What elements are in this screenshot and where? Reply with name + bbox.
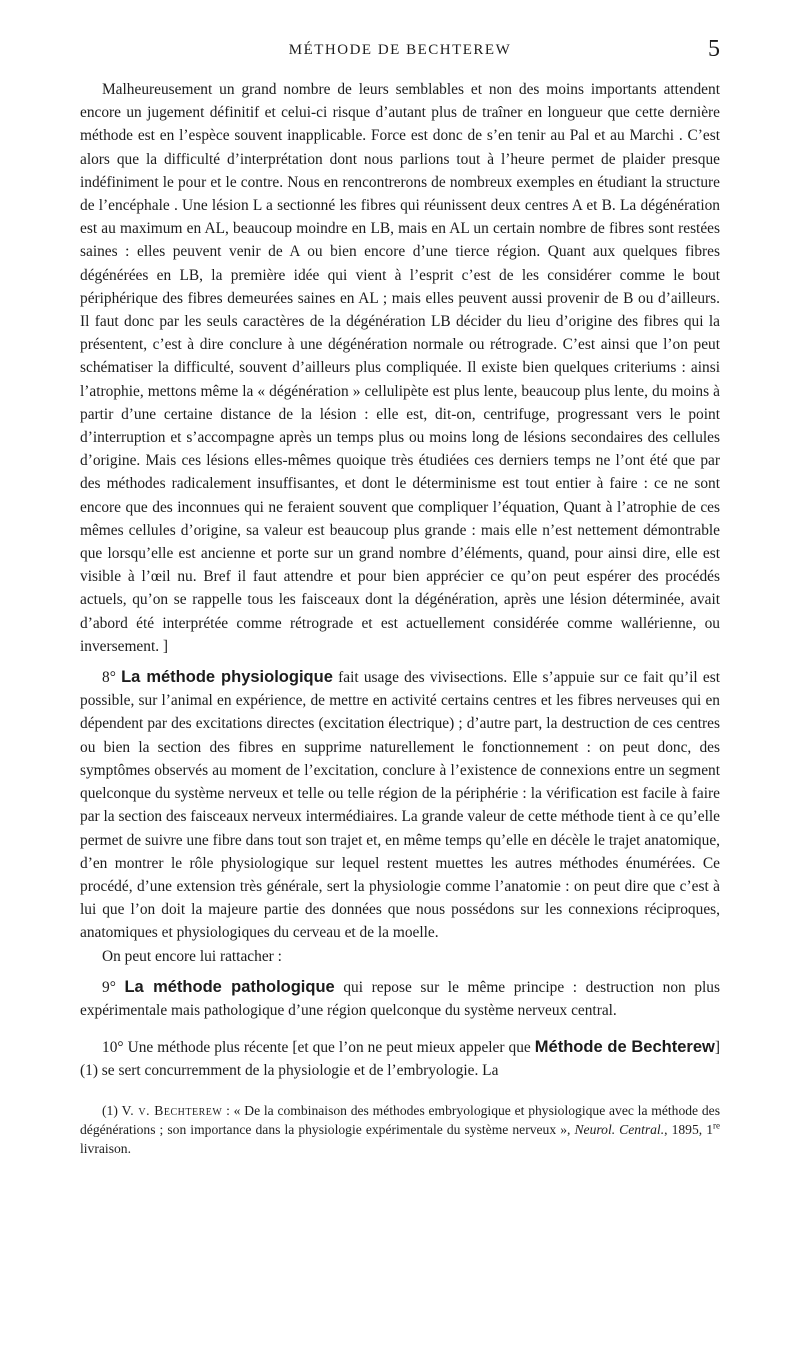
- method-10-text-b: ] (1) se sert concurremment de la physiologie et de l’embryologie. La: [80, 1039, 720, 1080]
- footnote-text-b: , 1895, 1: [664, 1121, 714, 1137]
- footnote-author: V. v. Bechterew: [121, 1102, 223, 1118]
- method-9-heading: La méthode pathologique: [124, 977, 335, 996]
- footnote-journal: Neurol. Central.: [574, 1121, 665, 1137]
- running-head: [80, 36, 720, 66]
- method-10-heading: Méthode de Bechterew: [534, 1038, 715, 1057]
- paragraph-method-8: [80, 666, 720, 944]
- method-10-number: 10°: [102, 1039, 124, 1057]
- paragraph-attach-note: On peut encore lui rattacher :: [102, 947, 282, 965]
- body-text: [80, 78, 720, 1083]
- page-number: 5: [708, 36, 720, 62]
- method-9-text: qui repose sur le même principe : destruction non plus expérimentale mais pathologique d’une région quelconque du système nerveux central.: [80, 978, 720, 1019]
- paragraph-method-10: [80, 1036, 720, 1082]
- footnote-1: [80, 1101, 720, 1158]
- method-8-heading: La méthode physiologique: [121, 668, 333, 687]
- footnote-text-a: : « De la combinaison des méthodes embryologique et physiologique avec la méthode des dégénérations ; son importance dans la physiologie expérimentale du système nerveux »,: [80, 1102, 720, 1137]
- footnote-sup: re: [713, 1120, 721, 1130]
- method-8-number: 8°: [102, 669, 116, 687]
- footnote: [80, 1101, 720, 1158]
- method-10-text-a: Une méthode plus récente [et que l’on ne peut mieux appeler que: [127, 1039, 531, 1057]
- method-8-text: fait usage des vivisections. Elle s’appuie sur ce fait qu’il est possible, sur l’animal en expérience, de mettre en activité certains centres et les fibres nerveuses qui en dépendent par des excitations directes (excitation électrique) ; d’autre part, la destruction de ces centres ou bien la section des fibres en supprime naturellement le fonctionnement : on peut donc, des symptômes observés au moment de l’excitation, conclure à l’existence de connexions entre un segment quelconque du système nerveux et telle ou telle région de la périphérie : la vérification est facile à faire par la section des faisceaux nerveux intermédiaires. La grande valeur de cette méthode tient à ce qu’elle permet de suivre une fibre dans tout son trajet et, en même temps qu’elle en décèle le trajet anatomique, d’en montrer le rôle physiologique sur lequel restent muettes les autres méthodes énumérées. Ce procédé, d’une extension très générale, sert la physiologie comme l’anatomie : on peut dire que c’est à lui que l’on doit la majeure partie des données que nous possédons sur les connexions réciproques, anatomiques et physiologiques du cerveau et de la moelle.: [80, 669, 720, 942]
- footnote-marker: (1): [102, 1102, 118, 1118]
- method-9-number: 9°: [102, 978, 116, 996]
- paragraph-method-9: [80, 976, 720, 1022]
- paragraph-dissection-discussion: Malheureusement un grand nombre de leurs semblables et non des moins importants attendent encore un jugement définitif et celui-ci risque d’autant plus de traîner en longueur que cette dernière méthode est en l’espèce souvent inapplicable. Force est donc de s’en tenir au Pal et au Marchi . C’est alors que la difficulté d’interprétation dont nous parlions tout à l’heure permet de plaider presque indéfiniment le pour et le contre. Nous en rencontrerons de nombreux exemples en étudiant la structure de l’encéphale . Une lésion L a sectionné les fibres qui réunissent deux centres A et B. La dégénération est au maximum en AL, beaucoup moindre en LB, mais en AL un certain nombre de fibres sont restées saines : elles peuvent venir de A ou bien encore d’une tierce région. Quant aux quelques fibres dégénérées en LB, la première idée qui vient à l’esprit c’est de les considérer comme le bout périphérique des fibres demeurées saines en AL ; mais elles peuvent aussi provenir de B ou d’ailleurs. Il faut donc par les seuls caractères de la dégénération LB décider du lieu d’origine des fibres qui la présentent, c’est à dire conclure à une dégénération normale ou rétrograde. C’est ainsi que l’on peut schématiser la difficulté, souvent d’ailleurs plus compliquée. Il existe bien quelques criteriums : ainsi l’atrophie, mettons même la « dégénération » cellulipète est plus lente, beaucoup plus lente, du moins à partir d’une certaine distance de la lésion : elle est, dit-on, centrifuge, progressant vers le point d’interruption et s’accompagne après un temps plus ou moins long de lésions secondaires des cellules d’origine. Mais ces lésions elles-mêmes quoique très étudiées ces derniers temps ne l’ont été que par des méthodes radicalement insuffisantes, et dont le déterminisme est tout entier à faire : ce ne sont encore que des inconnues qui ne feraient souvent que compliquer l’équation, Quant à l’atrophie de ces mêmes cellules d’origine, sa valeur est beaucoup plus grande : mais elle n’est nettement démontrable que lorsqu’elle est ancienne et porte sur un grand nombre d’éléments, quand, pour ainsi dire, elle est visible à l’œil nu. Bref il faut attendre et pour bien apprécier ce qu’on peut espérer des procédés actuels, qu’on se rappelle tous les faisceaux dont la dégénération, après une lésion déterminée, avait d’abord été interprétée comme rétrograde et est actuellement considérée comme wallérienne, ou inversement. ]: [80, 81, 720, 655]
- footnote-text-c: livraison.: [80, 1140, 131, 1156]
- running-title: MÉTHODE DE BECHTEREW: [288, 42, 512, 58]
